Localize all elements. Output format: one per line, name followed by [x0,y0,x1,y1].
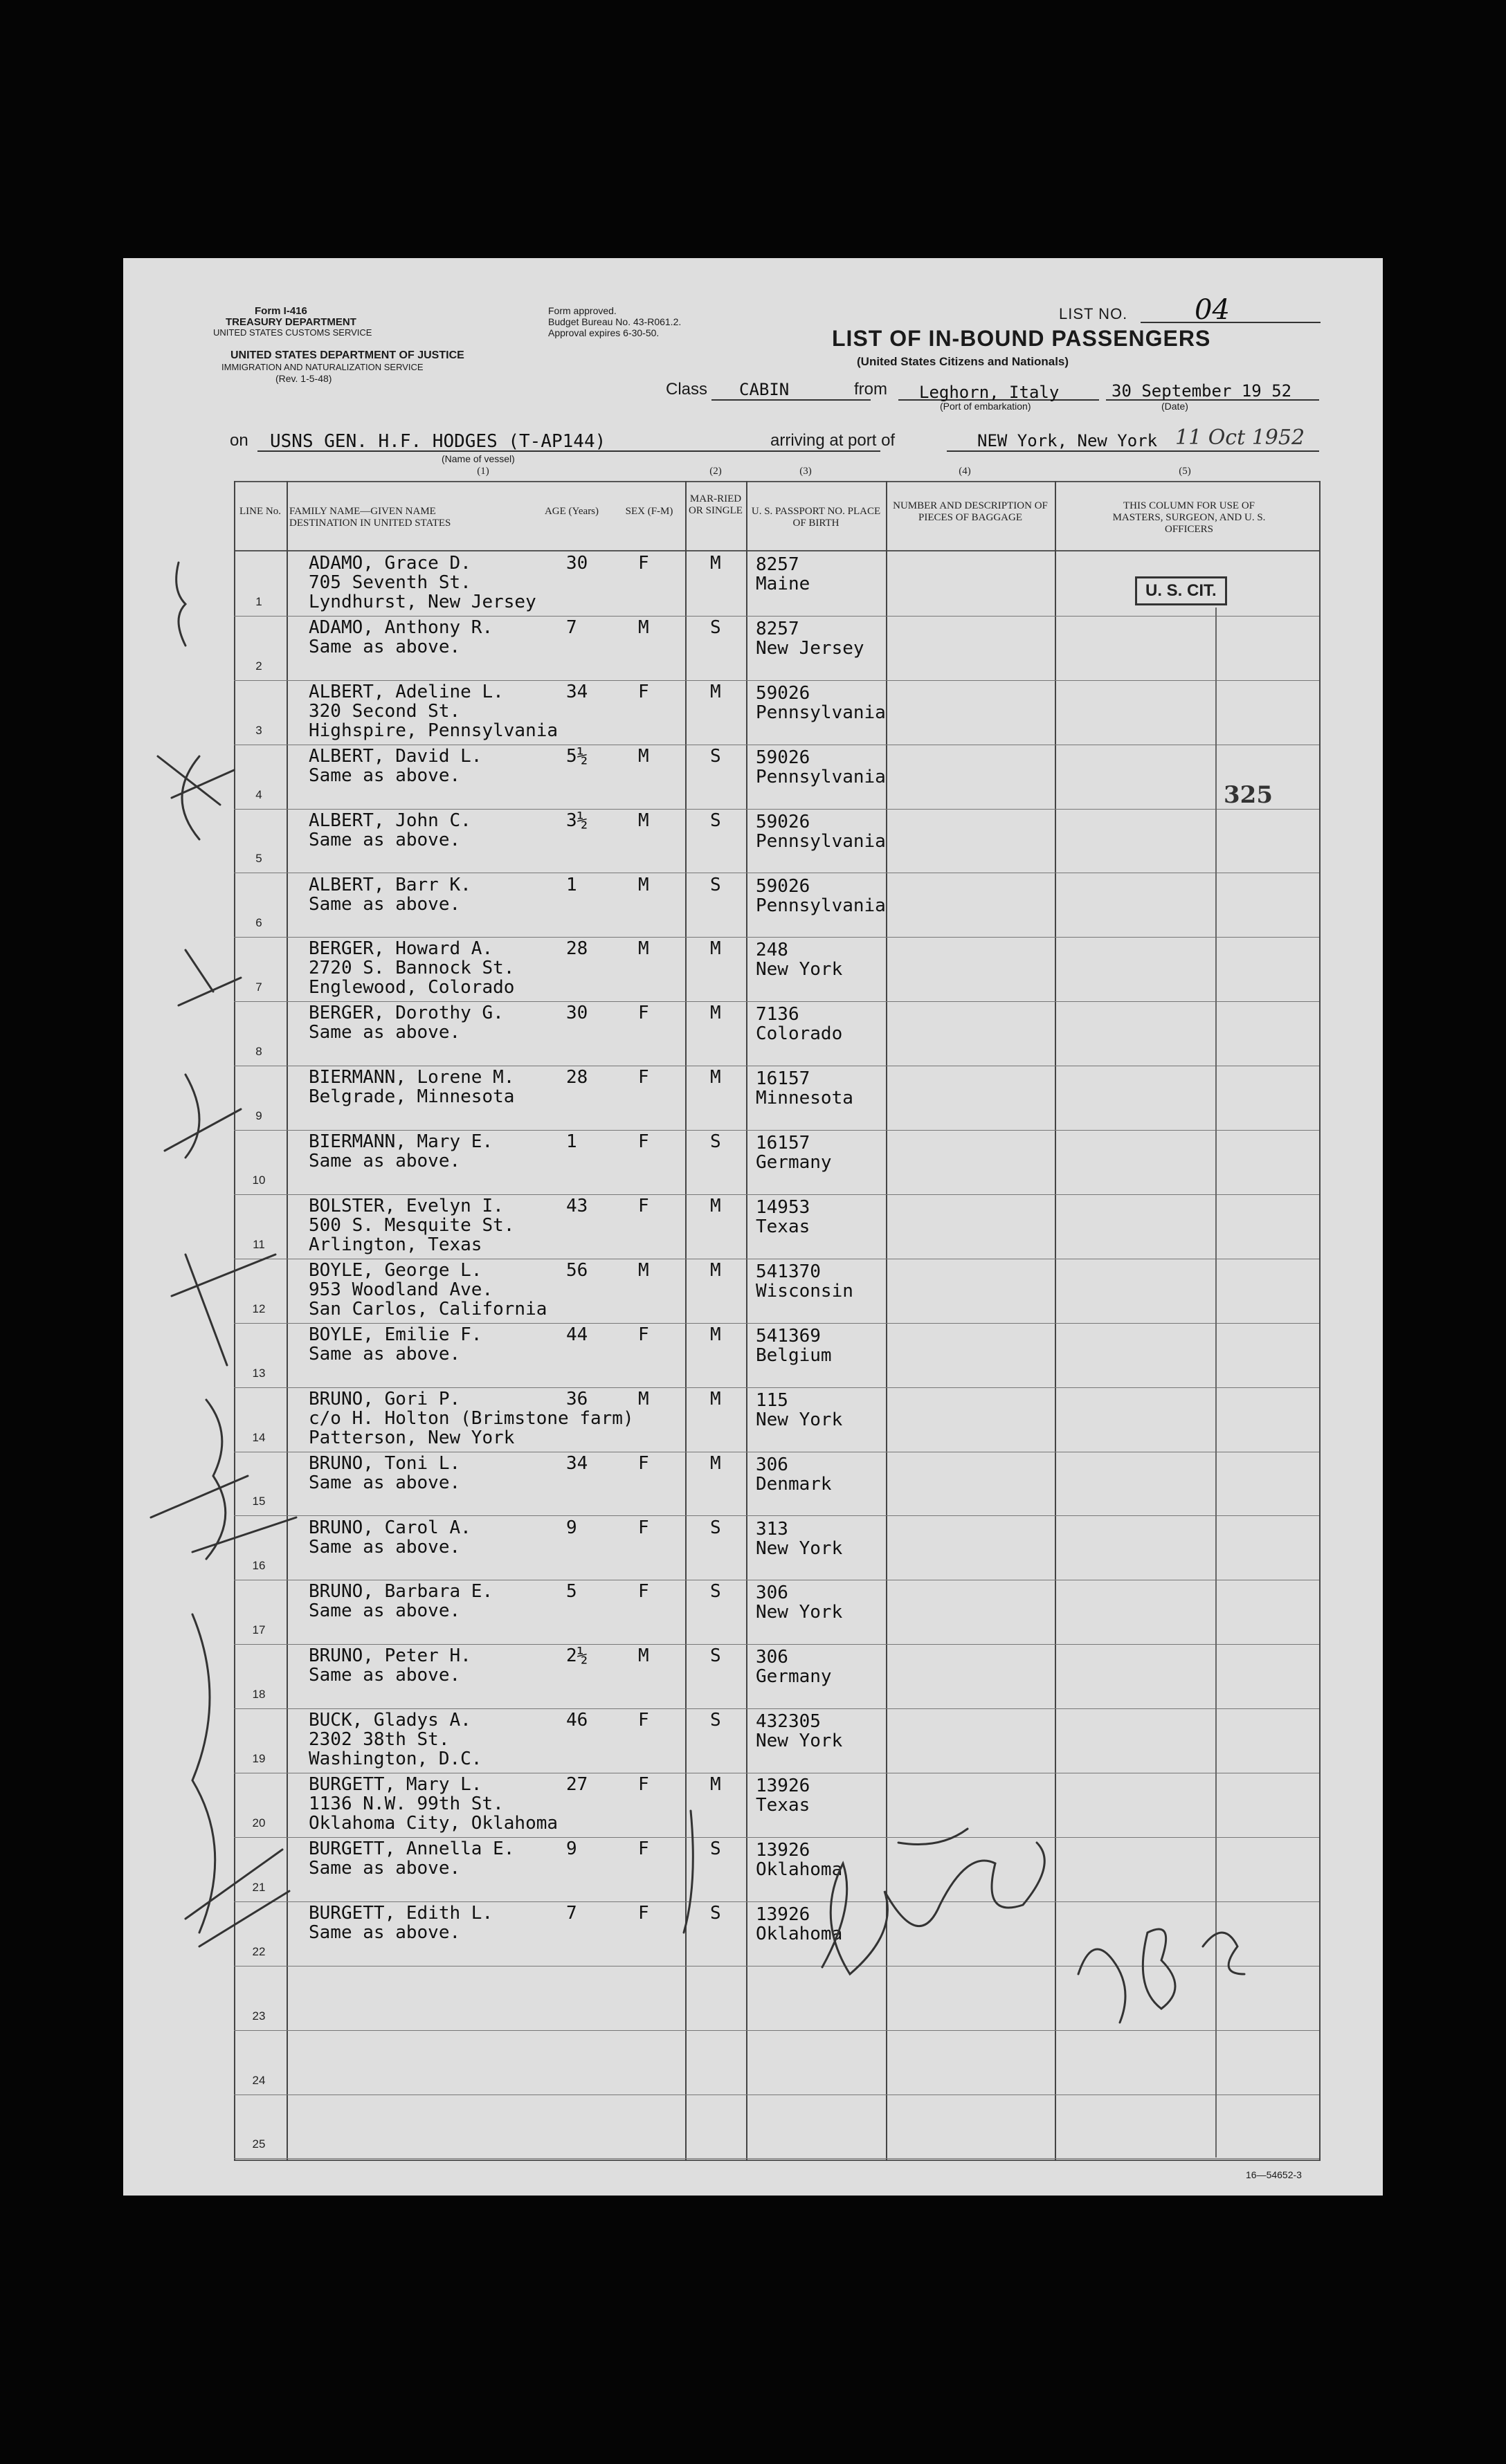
address-line-2: Lyndhurst, New Jersey [309,592,536,612]
place-of-birth: Texas [756,1795,810,1816]
margin-slash-mark [151,756,248,1517]
place-of-birth: New Jersey [756,637,864,659]
passport-number: 306 [756,1582,788,1604]
line-number: 2 [255,659,262,673]
line-number: 5 [255,852,262,866]
place-of-birth: Pennsylvania [756,830,886,852]
age: 46 [566,1710,588,1731]
marital-status: M [710,1003,721,1024]
place-of-birth: Maine [756,574,810,594]
address-line-2: Arlington, Texas [309,1234,482,1255]
dept-justice: UNITED STATES DEPARTMENT OF JUSTICE [230,349,464,361]
age: 36 [566,1388,588,1409]
marital-status: M [710,681,721,702]
place-of-birth: Denmark [756,1473,832,1495]
line-number: 3 [255,723,262,737]
address-line-1: Same as above. [309,1665,461,1686]
address-line-1: Same as above. [309,636,461,657]
address-line-1: 2302 38th St. [309,1729,450,1751]
age: 2½ [566,1645,588,1667]
marital-status: M [710,1196,721,1216]
form-number: Form I-416 [255,305,307,317]
age: 34 [566,1452,588,1474]
address-line-1: Same as above. [309,1858,461,1879]
margin-brace-mark [185,1614,289,1946]
marital-status: S [710,810,721,831]
address-line-1: Same as above. [309,829,461,850]
signature [822,1843,1044,1974]
passport-number: 59026 [756,682,810,704]
place-of-birth: Pennsylvania [756,702,886,723]
age: 56 [566,1259,588,1281]
line-number: 23 [252,2009,266,2023]
place-of-birth: New York [756,1602,843,1623]
header-married: MAR-RIED OR SINGLE [689,493,743,516]
col-number-2: (2) [709,466,722,477]
place-of-birth: Minnesota [756,1088,853,1109]
signature-number [1143,1929,1175,2009]
passport-number: 8257 [756,554,799,575]
place-of-birth: Belgium [756,1344,832,1366]
form-subtitle: (United States Citizens and Nationals) [857,355,1069,368]
header-line-no: LINE No. [239,506,281,517]
on-label: on [230,431,248,450]
sex: F [638,1517,649,1538]
passport-number: 59026 [756,747,810,768]
sex: F [638,1710,649,1731]
margin-brace-mark [192,1400,296,1559]
line-number: 14 [252,1430,266,1444]
line-number: 17 [252,1623,266,1637]
date-value: 30 September 19 52 [1112,381,1292,401]
address-line-1: Same as above. [309,1343,461,1365]
passenger-name: BOLSTER, Evelyn I. [309,1196,504,1216]
line-number: 25 [252,2137,266,2151]
marital-status: M [710,1452,721,1474]
place-of-birth: Germany [756,1152,832,1174]
place-of-birth: Pennsylvania [756,895,886,916]
passport-number: 59026 [756,811,810,832]
margin-brace-mark [172,756,234,839]
age: 1 [566,1131,577,1153]
sex: F [638,1131,649,1153]
col-number-5: (5) [1179,466,1191,477]
passenger-name: BRUNO, Gori P. [309,1388,461,1409]
line-number: 11 [253,1237,265,1251]
class-label: Class [666,380,708,399]
vessel-name: USNS GEN. H.F. HODGES (T-AP144) [270,431,606,452]
arrival-date-handwritten: 11 Oct 1952 [1175,426,1305,450]
sex: M [638,617,649,638]
passenger-name: BUCK, Gladys A. [309,1710,471,1731]
marital-status: M [710,1388,721,1409]
vessel-caption: (Name of vessel) [442,453,515,464]
marital-status: S [710,617,721,638]
sex: F [638,1902,649,1924]
approval-line-2: Budget Bureau No. 43-R061.2. [548,316,682,327]
sex: F [638,681,649,702]
marital-status: S [710,1517,721,1538]
line-number: 24 [252,2073,266,2087]
sex: F [638,1067,649,1088]
form-print-code: 16—54652-3 [1246,2169,1302,2180]
passport-number: 7136 [756,1004,799,1025]
passenger-name: BRUNO, Barbara E. [309,1581,493,1603]
list-no-label: LIST NO. [1059,305,1128,322]
line-number: 8 [255,1045,262,1059]
handwriting-marks [123,258,1383,2196]
margin-check-mark [179,950,241,1005]
line-number: 20 [252,1816,266,1829]
from-label: from [854,380,887,399]
header-officers: THIS COLUMN FOR USE OF MASTERS, SURGEON, AND U. S. OFFICERS [1112,500,1266,535]
age: 27 [566,1774,588,1796]
sex: F [638,1324,649,1345]
sex: M [638,1645,649,1667]
passport-number: 13926 [756,1840,810,1861]
age: 34 [566,681,588,702]
address-line-1: Same as above. [309,1472,461,1493]
place-of-birth: New York [756,1731,843,1752]
sex: F [638,1774,649,1796]
address-line-2: San Carlos, California [309,1298,547,1320]
age: 30 [566,1003,588,1024]
class-value: CABIN [739,380,790,399]
arrival-port: NEW York, New York [977,431,1158,450]
dept-customs: UNITED STATES CUSTOMS SERVICE [213,327,372,338]
col-number-4: (4) [959,466,971,477]
header-passport: U. S. PASSPORT NO. PLACE OF BIRTH [751,506,881,529]
place-of-birth: New York [756,1409,843,1430]
passport-number: 115 [756,1389,788,1411]
date-caption: (Date) [1161,401,1188,412]
marital-status: S [710,1902,721,1924]
passport-number: 8257 [756,618,799,639]
address-line-2: Englewood, Colorado [309,977,515,998]
line-number: 16 [252,1559,266,1573]
address-line-2: Patterson, New York [309,1427,515,1448]
header-name: FAMILY NAME—GIVEN NAME DESTINATION IN UNITED STATES [289,506,451,529]
passenger-name: BURGETT, Edith L. [309,1902,493,1924]
line-number: 12 [252,1302,266,1315]
line-number: 22 [252,1944,266,1958]
line-number: 19 [252,1752,266,1766]
marital-status: S [710,1710,721,1731]
margin-check-mark [172,1254,275,1365]
age: 9 [566,1838,577,1859]
passenger-name: ALBERT, John C. [309,810,471,831]
passport-number: 13926 [756,1904,810,1925]
sex: M [638,745,649,767]
us-citizen-stamp: U. S. CIT. [1135,576,1227,605]
marital-status: M [710,938,721,960]
passport-number: 248 [756,940,788,961]
age: 7 [566,617,577,638]
age: 28 [566,938,588,960]
passport-number: 13926 [756,1776,810,1797]
line-number: 9 [255,1109,262,1123]
signature-number [1078,1949,1125,2023]
marital-status: M [710,1774,721,1796]
col-number-3: (3) [799,466,812,477]
address-line-2: Highspire, Pennsylvania [309,720,559,741]
margin-brace-mark [176,563,185,646]
passenger-name: ALBERT, David L. [309,745,482,767]
passport-number: 14953 [756,1197,810,1218]
age: 9 [566,1517,577,1538]
line-number: 6 [255,916,262,930]
sex: M [638,874,649,895]
age: 30 [566,553,588,574]
signature [898,1829,968,1845]
address-line-1: 705 Seventh St. [309,572,471,593]
line-number: 21 [252,1880,266,1894]
age: 3½ [566,810,588,831]
signature-number [1203,1933,1244,1974]
sex: M [638,938,649,960]
sex: F [638,1838,649,1859]
address-line-1: c/o H. Holton (Brimstone farm) [309,1407,634,1429]
passport-number: 541369 [756,1325,821,1347]
marital-status: S [710,874,721,895]
passport-number: 306 [756,1454,788,1475]
sex: F [638,1581,649,1603]
passport-number: 16157 [756,1068,810,1090]
passenger-name: ALBERT, Barr K. [309,874,471,895]
marital-status: S [710,745,721,767]
line-number: 13 [252,1366,266,1380]
list-no-value: 04 [1195,294,1230,326]
marital-status: M [710,1324,721,1345]
place-of-birth: Oklahoma [756,1859,843,1880]
approval-line-1: Form approved. [548,305,617,316]
header-baggage: NUMBER AND DESCRIPTION OF PIECES OF BAGGAGE [893,500,1048,523]
line-number: 10 [252,1173,266,1187]
address-line-1: Same as above. [309,893,461,915]
age: 7 [566,1902,577,1924]
passport-number: 432305 [756,1711,821,1733]
address-line-1: Same as above. [309,765,461,786]
marital-status: S [710,1131,721,1153]
dept-immigration: IMMIGRATION AND NATURALIZATION SERVICE [221,362,424,372]
sex: F [638,1452,649,1474]
sex: F [638,1003,649,1024]
line-number: 1 [255,594,262,608]
passport-number: 541370 [756,1261,821,1282]
place-of-birth: Colorado [756,1023,843,1045]
place-of-birth: Pennsylvania [756,766,886,787]
marital-status: S [710,1581,721,1603]
sex: F [638,553,649,574]
passport-number: 313 [756,1518,788,1540]
header-sex: SEX (F-M) [625,506,673,517]
passenger-name: BURGETT, Annella E. [309,1838,515,1859]
arriving-label: arriving at port of [770,431,896,450]
address-line-1: Same as above. [309,1922,461,1943]
address-line-1: Same as above. [309,1600,461,1622]
col-number-1: (1) [477,466,489,477]
sex: M [638,810,649,831]
place-of-birth: Texas [756,1216,810,1237]
passenger-name: BOYLE, Emilie F. [309,1324,482,1345]
sex: F [638,1196,649,1216]
age: 28 [566,1067,588,1088]
passenger-name: BRUNO, Peter H. [309,1645,471,1667]
pen-stroke [684,1811,693,1933]
passenger-name: BIERMANN, Lorene M. [309,1067,515,1088]
age: 43 [566,1196,588,1216]
address-line-1: 2720 S. Bannock St. [309,958,515,979]
passenger-name: ALBERT, Adeline L. [309,681,504,702]
place-of-birth: New York [756,959,843,980]
approval-line-3: Approval expires 6-30-50. [548,327,660,338]
place-of-birth: Oklahoma [756,1923,843,1944]
marital-status: M [710,1067,721,1088]
address-line-1: Same as above. [309,1151,461,1172]
address-line-2: Washington, D.C. [309,1749,482,1770]
margin-check-mark [165,1075,241,1158]
line-number: 7 [255,980,262,994]
passenger-name: BIERMANN, Mary E. [309,1131,493,1153]
age: 44 [566,1324,588,1345]
place-of-birth: Germany [756,1666,832,1688]
place-of-birth: Wisconsin [756,1280,853,1302]
address-line-1: Same as above. [309,1022,461,1043]
port-caption: (Port of embarkation) [940,401,1031,412]
place-of-birth: New York [756,1537,843,1559]
age: 5 [566,1581,577,1603]
age: 5½ [566,745,588,767]
passport-number: 306 [756,1647,788,1668]
from-value: Leghorn, Italy [919,383,1060,402]
passenger-name: BURGETT, Mary L. [309,1774,482,1796]
form-revision: (Rev. 1-5-48) [275,373,332,384]
passenger-name: BERGER, Howard A. [309,938,493,960]
passport-number: 59026 [756,875,810,897]
header-age: AGE (Years) [544,506,599,517]
sex: M [638,1259,649,1281]
address-line-1: Belgrade, Minnesota [309,1086,515,1108]
address-line-1: 320 Second St. [309,700,461,722]
passenger-name: ADAMO, Anthony R. [309,617,493,638]
manifest-page [123,258,1383,2196]
address-line-1: 1136 N.W. 99th St. [309,1794,504,1815]
form-title: LIST OF IN-BOUND PASSENGERS [832,326,1211,351]
passenger-name: BERGER, Dorothy G. [309,1003,504,1024]
age: 1 [566,874,577,895]
line-number: 15 [252,1495,266,1508]
passenger-name: BRUNO, Carol A. [309,1517,471,1538]
sex: M [638,1388,649,1409]
address-line-1: Same as above. [309,1536,461,1558]
line-number: 18 [252,1688,266,1701]
marital-status: S [710,1645,721,1667]
dept-treasury: TREASURY DEPARTMENT [226,316,356,328]
line-number: 4 [255,787,262,801]
marital-status: M [710,1259,721,1281]
annotation-325: 325 [1224,781,1273,809]
passport-number: 16157 [756,1133,810,1154]
passenger-name: BRUNO, Toni L. [309,1452,461,1474]
passenger-name: ADAMO, Grace D. [309,553,471,574]
passenger-name: BOYLE, George L. [309,1259,482,1281]
address-line-1: 500 S. Mesquite St. [309,1215,515,1236]
address-line-1: 953 Woodland Ave. [309,1279,493,1300]
address-line-2: Oklahoma City, Oklahoma [309,1813,559,1834]
marital-status: M [710,553,721,574]
marital-status: S [710,1838,721,1859]
